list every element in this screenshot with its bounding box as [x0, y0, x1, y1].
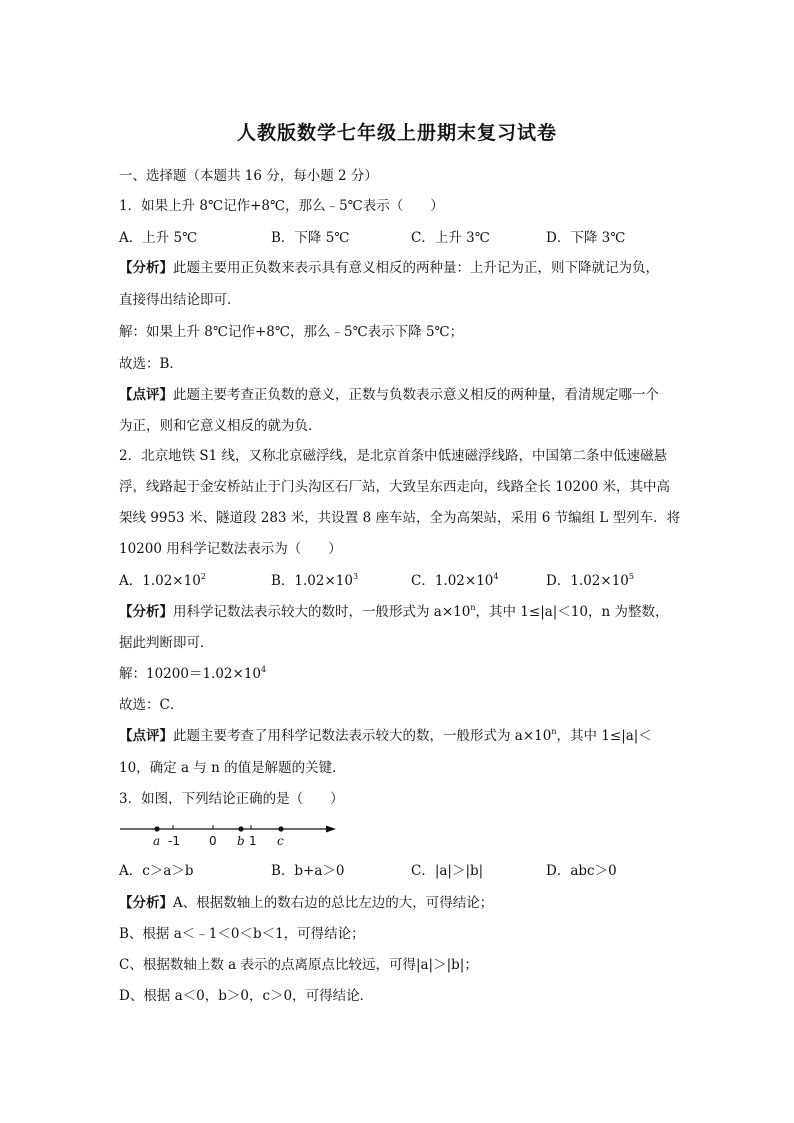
- arrow-right-icon: [326, 826, 336, 833]
- q3-analysis: 【分析】A、根据数轴上的数右边的总比左边的大，可得结论；: [119, 895, 494, 911]
- q2-comment: 【点评】此题主要考查了用科学记数法表示较大的数，一般形式为 $a\times 10^n$，其中 1≤|a|＜: [119, 727, 652, 744]
- comment-tag: 【点评】: [119, 387, 173, 403]
- page-title: 人教版数学七年级上册期末复习试卷: [236, 122, 557, 144]
- q3-option-b: B．b+a＞0: [271, 863, 345, 879]
- q1-comment: [119, 385, 659, 405]
- q2-choice: 故选：C．: [119, 697, 184, 713]
- q2-option-b: B．$1.02\times 10^3$: [271, 572, 359, 589]
- q2-stem-3: 架线 9953 米、隧道段 283 米，共设置 8 座车站，全为高架站，采用 6 节编组 L 型列车．将: [119, 510, 681, 526]
- q2-comment-text-2: 10，确定 a 与 n 的值是解题的关键．: [119, 760, 346, 776]
- section-heading: 一、选择题（本题共 16 分，每小题 2 分）: [119, 168, 378, 184]
- q1-choice: 故选：B．: [119, 356, 183, 372]
- q1-comment-text-1: 此题主要考查正负数的意义，正数与负数表示意义相反的两种量，看清规定哪一个: [173, 387, 659, 403]
- q3-analysis-b: B、根据 a＜﹣1＜0＜b＜1，可得结论；: [119, 926, 365, 942]
- q2-stem-1: 2．北京地铁 S1 线，又称北京磁浮线，是北京首条中低速磁浮线路，中国第二条中低速磁悬: [119, 448, 668, 464]
- q1-option-a: A．上升 5℃: [119, 230, 198, 246]
- point-a: [154, 826, 159, 831]
- label-b: b: [237, 834, 245, 848]
- q1-option-c: C．上升 3℃: [411, 230, 490, 246]
- q1-option-d: D．下降 3℃: [546, 230, 626, 246]
- q2-solution: 解：$10200=1.02\times 10^4$: [119, 665, 267, 682]
- comment-tag: 【点评】: [119, 728, 173, 744]
- analysis-tag: 【分析】: [119, 895, 173, 911]
- q3-analysis-d: D、根据 a＜0，b＞0，c＞0，可得结论．: [119, 988, 374, 1004]
- q1-stem: 1．如果上升 8℃记作+8℃，那么﹣5℃表示（ ）: [119, 198, 444, 214]
- q2-analysis-text-2: 据此判断即可．: [119, 635, 214, 651]
- q3-option-a: A．c＞a＞b: [119, 863, 194, 879]
- number-line-figure: [114, 818, 340, 858]
- q2-stem-4: 10200 用科学记数法表示为（ ）: [119, 541, 342, 557]
- label-0: 0: [209, 834, 217, 848]
- q3-option-d: D．abc＞0: [546, 863, 617, 879]
- q1-analysis: [119, 258, 659, 278]
- q3-analysis-c: C、根据数轴上数 a 表示的点离原点比较远，可得|a|＞|b|；: [119, 957, 478, 973]
- analysis-tag: 【分析】: [119, 260, 173, 276]
- point-c: [278, 826, 283, 831]
- label-1: 1: [249, 834, 257, 848]
- analysis-tag: 【分析】: [119, 604, 173, 620]
- q3-stem: 3．如图，下列结论正确的是（ ）: [119, 791, 344, 807]
- q1-option-b: B．下降 5℃: [271, 230, 350, 246]
- q3-option-c: C．|a|＞|b|: [411, 863, 484, 879]
- q2-option-a: A．$1.02\times 10^2$: [119, 572, 206, 589]
- label-c: c: [277, 834, 284, 848]
- q2-analysis: 【分析】用科学记数法表示较大的数时，一般形式为 $a\times 10^n$，其中 1≤|a|＜10，n 为整数，: [119, 603, 669, 620]
- q2-stem-2: 浮，线路起于金安桥站止于门头沟区石厂站，大致呈东西走向，线路全长 10200 米，其中高: [119, 479, 671, 495]
- label-neg1: -1: [168, 834, 180, 848]
- label-a: a: [153, 834, 161, 848]
- q2-option-c: C．$1.02\times 10^4$: [411, 572, 499, 589]
- q1-analysis-text-2: 直接得出结论即可．: [119, 292, 241, 308]
- q1-solution: 解：如果上升 8℃记作+8℃，那么﹣5℃表示下降 5℃；: [119, 324, 464, 340]
- point-b: [238, 826, 243, 831]
- q1-analysis-text-1: 此题主要用正负数来表示具有意义相反的两种量：上升记为正，则下降就记为负，: [173, 260, 659, 276]
- q1-comment-text-2: 为正，则和它意义相反的就为负．: [119, 418, 322, 434]
- q2-option-d: D．$1.02\times 10^5$: [546, 572, 634, 589]
